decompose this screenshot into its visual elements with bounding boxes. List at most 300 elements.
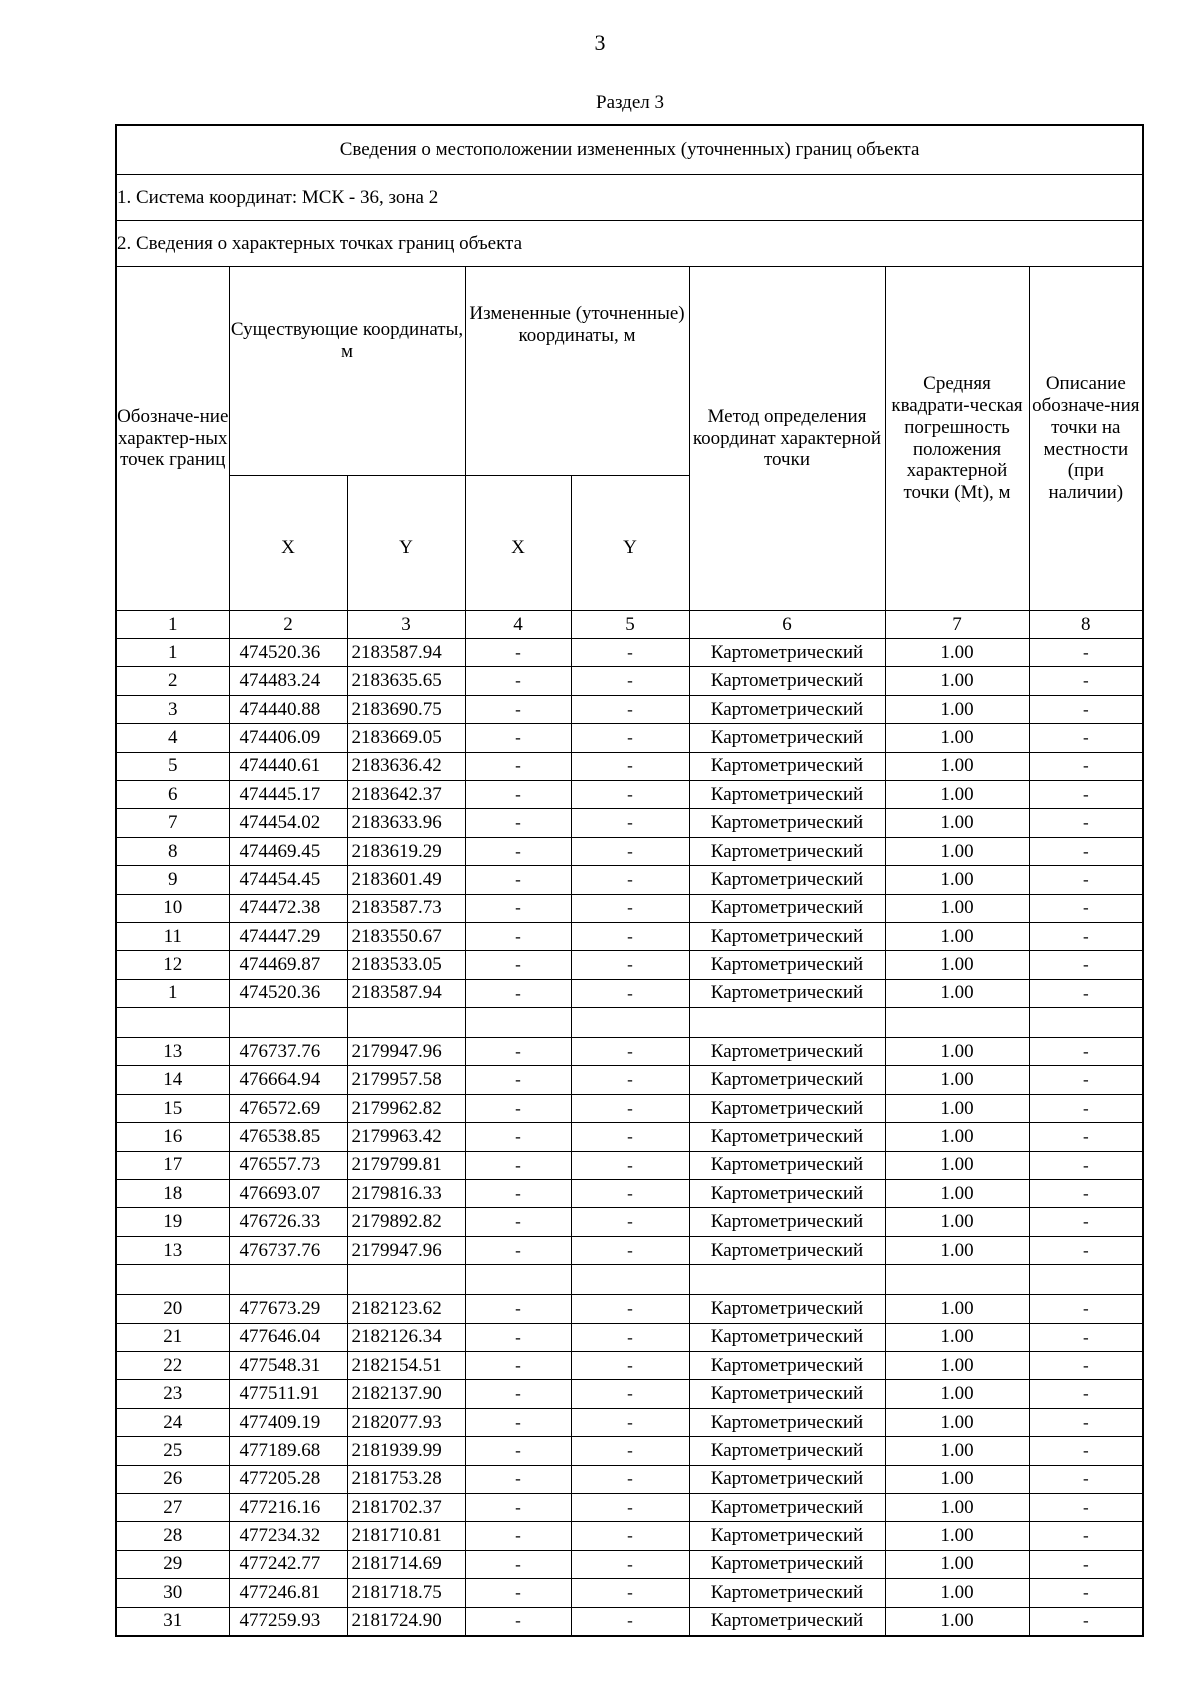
error-value: 1.00 — [885, 866, 1029, 894]
description: - — [1029, 1236, 1143, 1264]
existing-x: 476557.73 — [229, 1151, 347, 1179]
empty-cell — [116, 1265, 229, 1295]
existing-x: 474472.38 — [229, 894, 347, 922]
description: - — [1029, 1465, 1143, 1493]
changed-x: - — [465, 695, 571, 723]
existing-x: 477246.81 — [229, 1579, 347, 1607]
changed-y: - — [571, 1437, 689, 1465]
existing-y: 2183550.67 — [347, 922, 465, 950]
changed-x: - — [465, 724, 571, 752]
method: Картометрический — [689, 1094, 885, 1122]
error-value: 1.00 — [885, 951, 1029, 979]
existing-y: 2181939.99 — [347, 1437, 465, 1465]
point-number: 4 — [116, 724, 229, 752]
method: Картометрический — [689, 752, 885, 780]
existing-x: 474445.17 — [229, 780, 347, 808]
error-value: 1.00 — [885, 1493, 1029, 1521]
table-row — [116, 1094, 1143, 1122]
table-title: Сведения о местоположении измененных (уточненных) границ объекта — [116, 125, 1143, 175]
separator-row — [116, 1265, 1143, 1295]
point-number: 28 — [116, 1522, 229, 1550]
points-heading: 2. Сведения о характерных точках границ объекта — [116, 221, 1143, 267]
point-number: 25 — [116, 1437, 229, 1465]
point-number: 29 — [116, 1550, 229, 1578]
changed-y: - — [571, 1380, 689, 1408]
point-number: 21 — [116, 1323, 229, 1351]
point-number: 31 — [116, 1607, 229, 1636]
method: Картометрический — [689, 667, 885, 695]
column-number: 3 — [347, 611, 465, 639]
method: Картометрический — [689, 1465, 885, 1493]
point-number: 13 — [116, 1038, 229, 1066]
header-description: Описание обозначе-ния точки на местности (при наличии) — [1029, 267, 1143, 611]
changed-x: - — [465, 1380, 571, 1408]
existing-x: 477242.77 — [229, 1550, 347, 1578]
existing-y: 2179962.82 — [347, 1094, 465, 1122]
existing-y: 2183636.42 — [347, 752, 465, 780]
description: - — [1029, 639, 1143, 667]
empty-cell — [347, 1265, 465, 1295]
changed-x: - — [465, 1295, 571, 1323]
existing-x: 474440.61 — [229, 752, 347, 780]
method: Картометрический — [689, 922, 885, 950]
existing-x: 477646.04 — [229, 1323, 347, 1351]
method: Картометрический — [689, 1351, 885, 1379]
header-designation: Обозначе-ние характер-ных точек границ — [116, 267, 229, 611]
description: - — [1029, 866, 1143, 894]
table-row — [116, 922, 1143, 950]
empty-cell — [465, 1008, 571, 1038]
point-number: 16 — [116, 1123, 229, 1151]
method: Картометрический — [689, 780, 885, 808]
error-value: 1.00 — [885, 1208, 1029, 1236]
column-number: 8 — [1029, 611, 1143, 639]
coordinate-system: 1. Система координат: МСК - 36, зона 2 — [116, 175, 1143, 221]
changed-y: - — [571, 1607, 689, 1636]
existing-y: 2182154.51 — [347, 1351, 465, 1379]
point-number: 5 — [116, 752, 229, 780]
existing-y: 2183642.37 — [347, 780, 465, 808]
existing-x: 476693.07 — [229, 1180, 347, 1208]
separator-row — [116, 1008, 1143, 1038]
changed-y: - — [571, 866, 689, 894]
description: - — [1029, 1208, 1143, 1236]
existing-x: 477234.32 — [229, 1522, 347, 1550]
description: - — [1029, 1180, 1143, 1208]
header-existing-y: Y — [347, 476, 465, 611]
table-row — [116, 837, 1143, 865]
existing-y: 2181714.69 — [347, 1550, 465, 1578]
table-row — [116, 1607, 1143, 1636]
table-row — [116, 1522, 1143, 1550]
description: - — [1029, 1550, 1143, 1578]
existing-x: 474406.09 — [229, 724, 347, 752]
method: Картометрический — [689, 1607, 885, 1636]
changed-x: - — [465, 1465, 571, 1493]
existing-y: 2181718.75 — [347, 1579, 465, 1607]
existing-x: 477205.28 — [229, 1465, 347, 1493]
method: Картометрический — [689, 724, 885, 752]
empty-cell — [347, 1008, 465, 1038]
changed-x: - — [465, 1180, 571, 1208]
point-number: 14 — [116, 1066, 229, 1094]
method: Картометрический — [689, 894, 885, 922]
existing-y: 2182077.93 — [347, 1408, 465, 1436]
empty-cell — [116, 1008, 229, 1038]
point-number: 19 — [116, 1208, 229, 1236]
point-number: 18 — [116, 1180, 229, 1208]
table-row — [116, 1038, 1143, 1066]
existing-x: 477548.31 — [229, 1351, 347, 1379]
section-title: Раздел 3 — [596, 92, 664, 113]
error-value: 1.00 — [885, 1522, 1029, 1550]
error-value: 1.00 — [885, 1066, 1029, 1094]
changed-x: - — [465, 1550, 571, 1578]
method: Картометрический — [689, 1493, 885, 1521]
error-value: 1.00 — [885, 979, 1029, 1007]
existing-y: 2183601.49 — [347, 866, 465, 894]
method: Картометрический — [689, 1295, 885, 1323]
changed-y: - — [571, 667, 689, 695]
description: - — [1029, 1351, 1143, 1379]
table-row — [116, 1236, 1143, 1264]
changed-x: - — [465, 1579, 571, 1607]
point-number: 30 — [116, 1579, 229, 1607]
changed-y: - — [571, 724, 689, 752]
table-row — [116, 752, 1143, 780]
existing-y: 2183619.29 — [347, 837, 465, 865]
description: - — [1029, 1094, 1143, 1122]
empty-cell — [885, 1265, 1029, 1295]
table-row — [116, 1408, 1143, 1436]
table-row — [116, 1066, 1143, 1094]
changed-y: - — [571, 1236, 689, 1264]
description: - — [1029, 1038, 1143, 1066]
header-changed-x: X — [465, 476, 571, 611]
changed-x: - — [465, 1208, 571, 1236]
table-row — [116, 1380, 1143, 1408]
method: Картометрический — [689, 1408, 885, 1436]
table-row — [116, 1151, 1143, 1179]
table-row — [116, 1180, 1143, 1208]
method: Картометрический — [689, 866, 885, 894]
description: - — [1029, 1295, 1143, 1323]
column-number: 6 — [689, 611, 885, 639]
changed-y: - — [571, 1151, 689, 1179]
description: - — [1029, 1380, 1143, 1408]
description: - — [1029, 724, 1143, 752]
error-value: 1.00 — [885, 1236, 1029, 1264]
method: Картометрический — [689, 695, 885, 723]
error-value: 1.00 — [885, 1465, 1029, 1493]
empty-cell — [885, 1008, 1029, 1038]
table-row — [116, 1351, 1143, 1379]
empty-cell — [229, 1008, 347, 1038]
description: - — [1029, 667, 1143, 695]
table-row — [116, 894, 1143, 922]
existing-x: 476664.94 — [229, 1066, 347, 1094]
point-number: 22 — [116, 1351, 229, 1379]
existing-x: 476538.85 — [229, 1123, 347, 1151]
point-number: 8 — [116, 837, 229, 865]
changed-y: - — [571, 1550, 689, 1578]
changed-x: - — [465, 951, 571, 979]
changed-y: - — [571, 894, 689, 922]
existing-x: 474440.88 — [229, 695, 347, 723]
header-changed-y: Y — [571, 476, 689, 611]
error-value: 1.00 — [885, 1579, 1029, 1607]
table-row — [116, 979, 1143, 1007]
table-row — [116, 809, 1143, 837]
changed-y: - — [571, 1493, 689, 1521]
existing-y: 2179957.58 — [347, 1066, 465, 1094]
error-value: 1.00 — [885, 894, 1029, 922]
point-number: 2 — [116, 667, 229, 695]
existing-x: 474454.45 — [229, 866, 347, 894]
point-number: 17 — [116, 1151, 229, 1179]
error-value: 1.00 — [885, 1607, 1029, 1636]
changed-y: - — [571, 837, 689, 865]
description: - — [1029, 809, 1143, 837]
table-row — [116, 1550, 1143, 1578]
error-value: 1.00 — [885, 1295, 1029, 1323]
changed-y: - — [571, 1323, 689, 1351]
existing-x: 477259.93 — [229, 1607, 347, 1636]
error-value: 1.00 — [885, 1123, 1029, 1151]
description: - — [1029, 1522, 1143, 1550]
description: - — [1029, 1493, 1143, 1521]
table-row — [116, 667, 1143, 695]
point-number: 7 — [116, 809, 229, 837]
changed-x: - — [465, 1094, 571, 1122]
existing-x: 474520.36 — [229, 979, 347, 1007]
changed-x: - — [465, 1607, 571, 1636]
point-number: 10 — [116, 894, 229, 922]
existing-y: 2179947.96 — [347, 1236, 465, 1264]
existing-x: 474454.02 — [229, 809, 347, 837]
table-row — [116, 1493, 1143, 1521]
table-row — [116, 1208, 1143, 1236]
description: - — [1029, 894, 1143, 922]
error-value: 1.00 — [885, 639, 1029, 667]
column-number: 4 — [465, 611, 571, 639]
existing-x: 477409.19 — [229, 1408, 347, 1436]
point-number: 1 — [116, 639, 229, 667]
empty-cell — [571, 1008, 689, 1038]
changed-y: - — [571, 752, 689, 780]
changed-y: - — [571, 1066, 689, 1094]
error-value: 1.00 — [885, 695, 1029, 723]
existing-y: 2183669.05 — [347, 724, 465, 752]
boundary-table — [115, 124, 1144, 1637]
existing-x: 474520.36 — [229, 639, 347, 667]
description: - — [1029, 979, 1143, 1007]
existing-y: 2182137.90 — [347, 1380, 465, 1408]
existing-x: 477216.16 — [229, 1493, 347, 1521]
error-value: 1.00 — [885, 809, 1029, 837]
changed-x: - — [465, 1151, 571, 1179]
description: - — [1029, 1066, 1143, 1094]
header-error: Средняя квадрати-ческая погрешность положения характерной точки (Mt), м — [885, 267, 1029, 611]
changed-x: - — [465, 1236, 571, 1264]
empty-cell — [689, 1265, 885, 1295]
error-value: 1.00 — [885, 1437, 1029, 1465]
changed-y: - — [571, 1180, 689, 1208]
changed-x: - — [465, 1437, 571, 1465]
existing-y: 2179963.42 — [347, 1123, 465, 1151]
changed-y: - — [571, 1208, 689, 1236]
existing-x: 474447.29 — [229, 922, 347, 950]
column-number: 1 — [116, 611, 229, 639]
existing-y: 2179816.33 — [347, 1180, 465, 1208]
table-row — [116, 724, 1143, 752]
changed-x: - — [465, 1408, 571, 1436]
description: - — [1029, 922, 1143, 950]
existing-x: 474469.87 — [229, 951, 347, 979]
changed-y: - — [571, 1465, 689, 1493]
column-number: 5 — [571, 611, 689, 639]
changed-y: - — [571, 1295, 689, 1323]
description: - — [1029, 1323, 1143, 1351]
changed-y: - — [571, 809, 689, 837]
description: - — [1029, 1607, 1143, 1636]
existing-y: 2183690.75 — [347, 695, 465, 723]
page-number: 3 — [594, 30, 606, 55]
error-value: 1.00 — [885, 1550, 1029, 1578]
table-row — [116, 951, 1143, 979]
method: Картометрический — [689, 951, 885, 979]
empty-cell — [229, 1265, 347, 1295]
error-value: 1.00 — [885, 724, 1029, 752]
method: Картометрический — [689, 1151, 885, 1179]
changed-x: - — [465, 667, 571, 695]
existing-y: 2179799.81 — [347, 1151, 465, 1179]
changed-y: - — [571, 780, 689, 808]
point-number: 13 — [116, 1236, 229, 1264]
method: Картометрический — [689, 1236, 885, 1264]
existing-y: 2183633.96 — [347, 809, 465, 837]
point-number: 27 — [116, 1493, 229, 1521]
existing-x: 476572.69 — [229, 1094, 347, 1122]
existing-y: 2182126.34 — [347, 1323, 465, 1351]
error-value: 1.00 — [885, 1094, 1029, 1122]
changed-x: - — [465, 809, 571, 837]
method: Картометрический — [689, 1208, 885, 1236]
description: - — [1029, 695, 1143, 723]
changed-y: - — [571, 1579, 689, 1607]
method: Картометрический — [689, 837, 885, 865]
method: Картометрический — [689, 1038, 885, 1066]
existing-y: 2183533.05 — [347, 951, 465, 979]
existing-y: 2181710.81 — [347, 1522, 465, 1550]
error-value: 1.00 — [885, 1408, 1029, 1436]
changed-x: - — [465, 837, 571, 865]
changed-y: - — [571, 639, 689, 667]
description: - — [1029, 752, 1143, 780]
description: - — [1029, 780, 1143, 808]
changed-x: - — [465, 894, 571, 922]
point-number: 3 — [116, 695, 229, 723]
header-method: Метод определения координат характерной точки — [689, 267, 885, 611]
changed-y: - — [571, 1522, 689, 1550]
description: - — [1029, 837, 1143, 865]
existing-x: 474483.24 — [229, 667, 347, 695]
method: Картометрический — [689, 1579, 885, 1607]
method: Картометрический — [689, 1380, 885, 1408]
description: - — [1029, 1579, 1143, 1607]
description: - — [1029, 951, 1143, 979]
method: Картометрический — [689, 979, 885, 1007]
changed-x: - — [465, 780, 571, 808]
existing-y: 2181724.90 — [347, 1607, 465, 1636]
existing-y: 2181753.28 — [347, 1465, 465, 1493]
table-row — [116, 1295, 1143, 1323]
method: Картометрический — [689, 1123, 885, 1151]
description: - — [1029, 1408, 1143, 1436]
changed-x: - — [465, 639, 571, 667]
table-row — [116, 695, 1143, 723]
column-number: 7 — [885, 611, 1029, 639]
changed-y: - — [571, 1408, 689, 1436]
method: Картометрический — [689, 1066, 885, 1094]
method: Картометрический — [689, 809, 885, 837]
point-number: 12 — [116, 951, 229, 979]
changed-y: - — [571, 1038, 689, 1066]
empty-cell — [1029, 1008, 1143, 1038]
error-value: 1.00 — [885, 1323, 1029, 1351]
error-value: 1.00 — [885, 922, 1029, 950]
error-value: 1.00 — [885, 1151, 1029, 1179]
error-value: 1.00 — [885, 1180, 1029, 1208]
changed-x: - — [465, 752, 571, 780]
error-value: 1.00 — [885, 752, 1029, 780]
point-number: 15 — [116, 1094, 229, 1122]
changed-x: - — [465, 1351, 571, 1379]
existing-y: 2183587.73 — [347, 894, 465, 922]
changed-x: - — [465, 1123, 571, 1151]
table-row — [116, 1579, 1143, 1607]
column-number: 2 — [229, 611, 347, 639]
header-changed-coordinates: Измененные (уточненные) координаты, м — [465, 267, 689, 476]
existing-y: 2179947.96 — [347, 1038, 465, 1066]
description: - — [1029, 1151, 1143, 1179]
existing-y: 2183587.94 — [347, 639, 465, 667]
point-number: 20 — [116, 1295, 229, 1323]
table-row — [116, 1323, 1143, 1351]
description: - — [1029, 1123, 1143, 1151]
table-row — [116, 1123, 1143, 1151]
empty-cell — [571, 1265, 689, 1295]
method: Картометрический — [689, 1180, 885, 1208]
point-number: 6 — [116, 780, 229, 808]
description: - — [1029, 1437, 1143, 1465]
header-existing-coordinates: Существующие координаты, м — [229, 267, 465, 476]
existing-y: 2183587.94 — [347, 979, 465, 1007]
existing-x: 476726.33 — [229, 1208, 347, 1236]
changed-y: - — [571, 1123, 689, 1151]
changed-y: - — [571, 951, 689, 979]
existing-x: 476737.76 — [229, 1038, 347, 1066]
point-number: 26 — [116, 1465, 229, 1493]
changed-x: - — [465, 1493, 571, 1521]
error-value: 1.00 — [885, 837, 1029, 865]
method: Картометрический — [689, 1323, 885, 1351]
point-number: 23 — [116, 1380, 229, 1408]
table-row — [116, 639, 1143, 667]
method: Картометрический — [689, 639, 885, 667]
empty-cell — [689, 1008, 885, 1038]
empty-cell — [465, 1265, 571, 1295]
